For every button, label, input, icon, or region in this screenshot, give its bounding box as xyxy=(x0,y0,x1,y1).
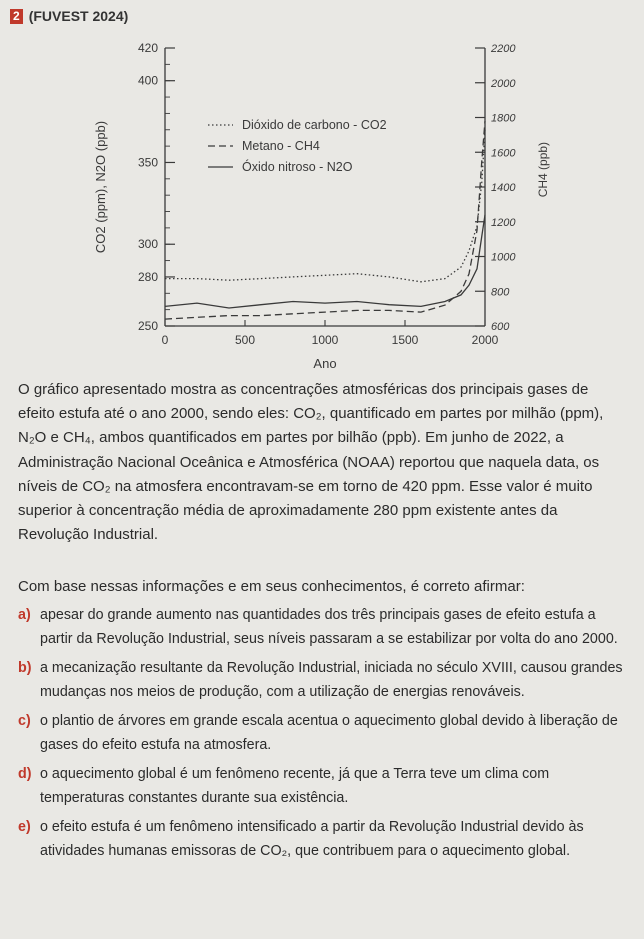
option-text: o efeito estufa é um fenômeno intensificado a partir da Revolução Industrial devido às atividades humanas emissoras de CO₂, que contribuem para o aquecimento global. xyxy=(40,819,584,859)
answer-option-c[interactable] xyxy=(18,710,628,757)
y-left-tick-label: 300 xyxy=(137,237,158,252)
y-left-tick-label: 420 xyxy=(137,41,158,55)
greenhouse-gas-chart xyxy=(70,26,570,371)
y-right-tick-label: 800 xyxy=(491,286,510,299)
answer-options xyxy=(18,604,628,869)
legend-label-0: Dióxido de carbono - CO2 xyxy=(242,118,387,132)
x-tick-label: 0 xyxy=(161,333,169,347)
y-left-axis-label: CO2 (ppm), N2O (ppb) xyxy=(93,120,108,254)
y-right-axis-label: CH4 (ppb) xyxy=(536,141,550,198)
legend-label-1: Metano - CH4 xyxy=(242,139,320,153)
answer-option-b[interactable] xyxy=(18,657,628,704)
question-prompt: Com base nessas informações e em seus conhecimentos, é correto afirmar: xyxy=(18,578,525,595)
option-letter: b) xyxy=(18,660,32,676)
question-number: 2 xyxy=(10,9,23,24)
intro-text: O gráfico apresentado mostra as concentrações atmosféricas dos principais gases de efeito estufa até o ano 2000, sendo eles: CO₂, quantificado em partes por milhão (ppm), N₂O e CH₄, ambos quantificados em partes por bilhão (ppb). Em junho de 2022, a Administração Nacional Oceânica e Atmosférica (NOAA) reportou que naquela data, os níveis de CO₂ na atmosfera encontravam-se em torno de 420 ppm. Esse valor é muito superior à concentração média de aproximadamente 280 ppm existente antes da Revolução Industrial. xyxy=(18,381,604,544)
intro-paragraph xyxy=(18,378,628,553)
option-text: o aquecimento global é um fenômeno recente, já que a Terra teve um clima com temperaturas constantes durante sua existência. xyxy=(40,766,550,806)
y-right-tick-label: 600 xyxy=(491,321,510,333)
y-left-tick-label: 280 xyxy=(137,269,158,284)
answer-option-d[interactable] xyxy=(18,763,628,810)
legend-label-2: Óxido nitroso - N2O xyxy=(242,160,353,174)
answer-option-e[interactable] xyxy=(18,816,628,863)
x-tick-label: 1000 xyxy=(311,333,339,347)
y-right-tick-label: 1600 xyxy=(491,147,516,160)
series-line-1 xyxy=(165,121,485,319)
option-letter: a) xyxy=(18,607,31,623)
x-tick-label: 2000 xyxy=(471,333,499,347)
x-axis-label: Ano xyxy=(313,356,337,371)
y-left-tick-label: 350 xyxy=(137,155,158,170)
option-text: apesar do grande aumento nas quantidades dos três principais gases de efeito estufa a partir da Revolução Industrial, seus níveis passaram a se estabilizar por volta do ano 2000. xyxy=(40,607,618,647)
series-line-0 xyxy=(165,130,485,282)
chart-svg xyxy=(70,26,570,371)
option-letter: c) xyxy=(18,713,31,729)
option-letter: e) xyxy=(18,819,31,835)
series-line-2 xyxy=(165,215,485,308)
option-text: a mecanização resultante da Revolução Industrial, iniciada no século XVIII, causou grandes mudanças nos meios de produção, com a utilização de energias renováveis. xyxy=(40,660,623,700)
answer-option-a[interactable] xyxy=(18,604,628,651)
option-text: o plantio de árvores em grande escala acentua o aquecimento global devido à liberação de gases do efeito estufa na atmosfera. xyxy=(40,713,618,753)
y-right-tick-label: 2000 xyxy=(491,77,516,90)
y-left-tick-label: 400 xyxy=(137,73,158,88)
question-source: (FUVEST 2024) xyxy=(28,8,129,24)
x-tick-label: 1500 xyxy=(391,333,419,347)
x-tick-label: 500 xyxy=(234,333,256,347)
y-right-tick-label: 1800 xyxy=(491,112,516,125)
question-header xyxy=(10,8,128,24)
option-letter: d) xyxy=(18,766,32,782)
y-left-tick-label: 250 xyxy=(137,319,158,333)
y-right-tick-label: 1400 xyxy=(491,182,516,194)
y-right-tick-label: 2200 xyxy=(491,43,516,55)
y-right-tick-label: 1000 xyxy=(491,251,516,264)
y-right-tick-label: 1200 xyxy=(491,216,516,229)
